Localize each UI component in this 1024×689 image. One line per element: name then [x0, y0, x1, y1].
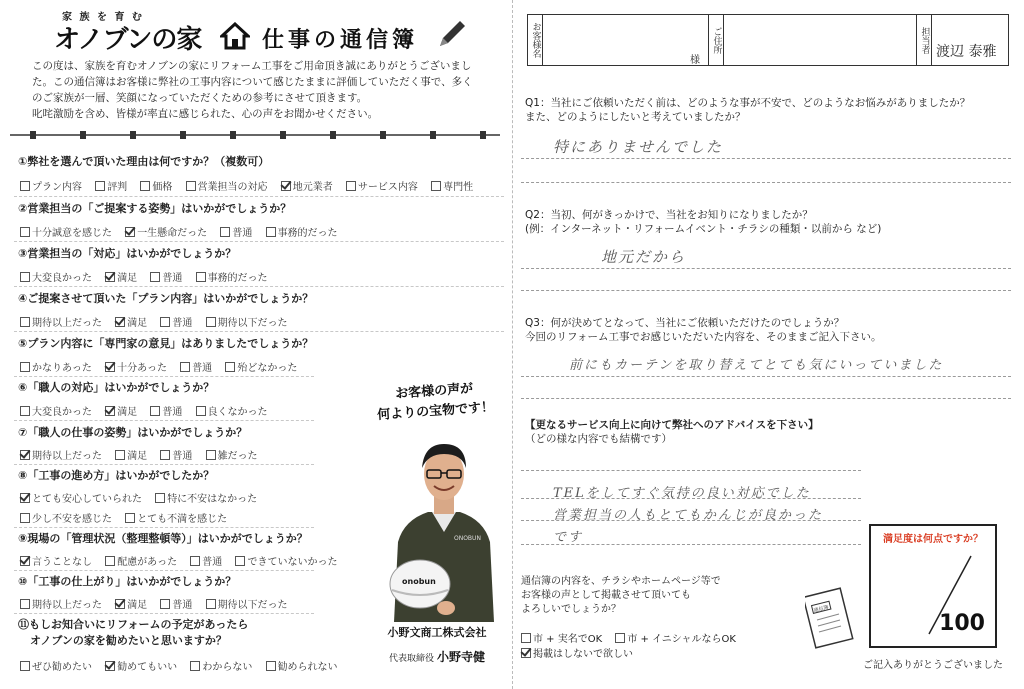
- checkbox[interactable]: [160, 599, 170, 609]
- checkbox[interactable]: [196, 272, 206, 282]
- answer-1[interactable]: 特にありませんでした: [553, 138, 724, 156]
- option[interactable]: 事務的だった: [266, 224, 338, 239]
- divider: [14, 464, 314, 465]
- speech-bubble: お客様の声が 何よりの宝物です！: [376, 381, 495, 424]
- brand-header: [54, 8, 474, 56]
- option[interactable]: 評判: [95, 178, 127, 193]
- option[interactable]: 期待以上だった: [20, 447, 102, 462]
- score-value[interactable]: 100: [939, 611, 985, 636]
- checkbox-checked[interactable]: [115, 317, 125, 327]
- checkbox-checked[interactable]: [105, 406, 115, 416]
- checkbox[interactable]: [190, 556, 200, 566]
- option[interactable]: 配慮があった: [105, 553, 177, 568]
- checkbox[interactable]: [266, 227, 276, 237]
- checkbox[interactable]: [20, 317, 30, 327]
- svg-text:onobun: onobun: [402, 577, 436, 586]
- checkbox[interactable]: [206, 599, 216, 609]
- pen-icon: [434, 18, 468, 52]
- option[interactable]: 価格: [140, 178, 172, 193]
- option[interactable]: かなりあった: [20, 359, 92, 374]
- option[interactable]: 事務的だった: [196, 269, 268, 284]
- option[interactable]: 期待以下だった: [206, 314, 288, 329]
- question-10: ⑩「工事の仕上がり」はいかがでしょうか？: [18, 575, 237, 588]
- publish-option-initials[interactable]: 市 + イニシャルならOK: [615, 632, 736, 647]
- checkbox-checked[interactable]: [125, 227, 135, 237]
- option[interactable]: 満足: [115, 314, 147, 329]
- publish-question: 通信簿の内容を、チラシやホームページ等で お客様の声として掲載させて頂いても よろしいでしょうか？: [521, 576, 721, 615]
- checkbox-checked[interactable]: [105, 272, 115, 282]
- checkbox-checked[interactable]: [521, 648, 531, 658]
- checkbox[interactable]: [105, 556, 115, 566]
- answer-4-line1[interactable]: TELをしてすぐ気持の良い対応でした: [553, 486, 811, 501]
- brand-name: オノブンの家: [54, 25, 202, 55]
- option[interactable]: 十分誠意を感じた: [20, 224, 112, 239]
- house-icon: [220, 22, 250, 50]
- president-portrait: [384, 432, 504, 622]
- right-question-1: Q1：当社にご依頼いただく前は、どのような事が不安で、どのようなお悩みがありましたか？ また、どのようにしたいと考えていましたか？: [525, 97, 971, 123]
- question-5-options: [20, 359, 307, 374]
- option[interactable]: 勧めてもいい: [105, 658, 177, 673]
- option[interactable]: とても安心していられた: [20, 490, 142, 505]
- option[interactable]: 満足: [105, 269, 137, 284]
- question-11-line2: オノブンの家を勧めたいと思いますか？: [30, 634, 227, 647]
- publish-option-realname[interactable]: 市 + 実名でOK: [521, 632, 602, 647]
- option[interactable]: 期待以上だった: [20, 314, 102, 329]
- option[interactable]: 普通: [150, 403, 182, 418]
- checkbox[interactable]: [186, 181, 196, 191]
- checkbox[interactable]: [235, 556, 245, 566]
- question-6-options: [20, 403, 278, 418]
- score-label: 満足度は何点ですか？: [883, 534, 983, 545]
- checkbox[interactable]: [20, 661, 30, 671]
- publish-options: [521, 632, 746, 662]
- divider: [14, 420, 314, 421]
- option[interactable]: 期待以下だった: [206, 596, 288, 611]
- svg-text:通信簿: 通信簿: [813, 604, 830, 615]
- publish-option-no[interactable]: 掲載はしないで欲しい: [521, 647, 633, 662]
- checkbox[interactable]: [206, 317, 216, 327]
- checkbox[interactable]: [431, 181, 441, 191]
- answer-2[interactable]: 地元だから: [601, 248, 687, 266]
- question-2: ②営業担当の「ご提案する姿勢」はいかがでしょうか？: [18, 202, 292, 215]
- question-7-options: [20, 447, 268, 462]
- question-4-options: [20, 314, 298, 329]
- customer-info-table: [527, 14, 1009, 66]
- checkbox[interactable]: [346, 181, 356, 191]
- checkbox-checked[interactable]: [20, 493, 30, 503]
- checkbox[interactable]: [20, 227, 30, 237]
- page-title: 仕事の通信簿: [262, 28, 419, 53]
- option[interactable]: 満足: [115, 447, 147, 462]
- question-6: ⑥「職人の対応」はいかがでしょうか？: [18, 381, 215, 394]
- brand-tagline: 家 族 を 育 む: [62, 12, 144, 23]
- option[interactable]: 営業担当の対応: [186, 178, 268, 193]
- question-1: ①弊社を選んで頂いた理由は何ですか？（複数可）: [18, 155, 270, 168]
- question-8-options: [20, 490, 267, 505]
- option[interactable]: ぜひ勧めたい: [20, 658, 92, 673]
- checkbox[interactable]: [266, 661, 276, 671]
- option[interactable]: 普通: [160, 596, 192, 611]
- option[interactable]: 雑だった: [206, 447, 258, 462]
- company-name: 小野文商工株式会社: [387, 626, 487, 639]
- option[interactable]: 地元業者: [281, 178, 333, 193]
- checkbox[interactable]: [180, 362, 190, 372]
- option[interactable]: 特に不安はなかった: [155, 490, 257, 505]
- option[interactable]: 殆どなかった: [225, 359, 297, 374]
- checkbox[interactable]: [615, 633, 625, 643]
- booklet-icon: [805, 584, 855, 650]
- divider: [14, 196, 504, 197]
- answer-4-line3[interactable]: です: [553, 530, 584, 545]
- question-3-options: [20, 269, 278, 284]
- option[interactable]: 普通: [160, 314, 192, 329]
- checkbox-checked[interactable]: [20, 450, 30, 460]
- option[interactable]: 普通: [180, 359, 212, 374]
- option[interactable]: 勧められない: [266, 658, 338, 673]
- question-4: ④ご提案させて頂いた「プラン内容」はいかがでしょうか？: [18, 292, 314, 305]
- question-7: ⑦「職人の仕事の姿勢」はいかがでしょうか？: [18, 426, 248, 439]
- question-8-options-row2: [20, 510, 237, 525]
- right-question-3: Q3：何が決めてとなって、当社にご依頼いただけたのでしょうか？ 今回のリフォーム工事でお感じいただいた内容を、そのままご記入下さい。: [525, 317, 882, 343]
- divider: [14, 376, 314, 377]
- checkbox[interactable]: [20, 513, 30, 523]
- option[interactable]: 満足: [105, 403, 137, 418]
- checkbox-checked[interactable]: [115, 599, 125, 609]
- checkbox-checked[interactable]: [105, 362, 115, 372]
- representative: 代表取締役 小野寺健: [389, 650, 485, 664]
- checkbox[interactable]: [125, 513, 135, 523]
- option[interactable]: 少し不安を感じた: [20, 510, 112, 525]
- decorative-divider: [10, 128, 500, 142]
- option[interactable]: わからない: [190, 658, 252, 673]
- checkbox[interactable]: [190, 661, 200, 671]
- checkbox[interactable]: [220, 227, 230, 237]
- question-8: ⑧「工事の進め方」はいかがでしたか？: [18, 469, 215, 482]
- staff-name: 渡辺 泰雅: [936, 44, 997, 60]
- checkbox-checked[interactable]: [105, 661, 115, 671]
- checkbox[interactable]: [140, 181, 150, 191]
- option[interactable]: プラン内容: [20, 178, 82, 193]
- checkbox[interactable]: [196, 406, 206, 416]
- option[interactable]: 大変良かった: [20, 269, 92, 284]
- svg-text:ONOBUN: ONOBUN: [454, 535, 481, 542]
- customer-name-label: お客様名: [528, 15, 543, 65]
- divider: [14, 527, 314, 528]
- question-2-options: [20, 224, 348, 239]
- advice-section: 【更なるサービス向上に向けて弊社へのアドバイスを下さい】 （どの様な内容でも結構です）: [525, 419, 819, 445]
- question-3: ③営業担当の「対応」はいかがでしょうか？: [18, 247, 237, 260]
- question-11: ⑪もしお知合いにリフォームの予定があったら: [18, 618, 249, 631]
- checkbox[interactable]: [95, 181, 105, 191]
- checkbox[interactable]: [521, 633, 531, 643]
- address-label: ご住所: [709, 15, 724, 65]
- option[interactable]: 専門性: [431, 178, 473, 193]
- intro-text: この度は、家族を育むオノブンの家にリフォーム工事をご用命頂き誠にありがとうございまし た。この通信簿はお客様に弊社の工事内容について感じたままに評価していただく事で、多く のご家族が一層、笑顔になっていただくための参考にさせて頂きます。 叱咤激励を含め、皆様が率直に感じられた、心の声をお聞かせください。: [32, 60, 473, 120]
- checkbox[interactable]: [20, 272, 30, 282]
- question-1-options: [20, 178, 483, 193]
- staff-label: 担当者: [917, 15, 932, 65]
- checkbox[interactable]: [20, 599, 30, 609]
- option[interactable]: 普通: [160, 447, 192, 462]
- checkbox[interactable]: [20, 181, 30, 191]
- divider: [14, 613, 314, 614]
- survey-right: [512, 0, 1024, 689]
- divider: [14, 286, 504, 287]
- question-9-options: [20, 553, 347, 568]
- checkbox[interactable]: [20, 406, 30, 416]
- answer-4-line2[interactable]: 営業担当の人もとてもかんじが良かった: [553, 508, 824, 523]
- question-11-options: [20, 658, 348, 673]
- checkbox[interactable]: [160, 317, 170, 327]
- checkbox[interactable]: [206, 450, 216, 460]
- checkbox-checked[interactable]: [281, 181, 291, 191]
- divider: [14, 331, 504, 332]
- checkbox[interactable]: [115, 450, 125, 460]
- question-5: ⑤プラン内容に「専門家の意見」はありましたでしょうか？: [18, 337, 314, 350]
- option[interactable]: 良くなかった: [196, 403, 268, 418]
- option[interactable]: 一生懸命だった: [125, 224, 207, 239]
- divider: [14, 241, 504, 242]
- question-9: ⑨現場の「管理状況（整理整頓等）」はいかがでしょうか？: [18, 532, 308, 545]
- option[interactable]: 十分あった: [105, 359, 167, 374]
- checkbox[interactable]: [155, 493, 165, 503]
- checkbox[interactable]: [150, 406, 160, 416]
- option[interactable]: 普通: [150, 269, 182, 284]
- checkbox[interactable]: [20, 362, 30, 372]
- checkbox-checked[interactable]: [20, 556, 30, 566]
- thanks-text: ご記入ありがとうございました: [863, 660, 1003, 671]
- option[interactable]: 期待以上だった: [20, 596, 102, 611]
- answer-3[interactable]: 前にもカーテンを取り替えてとても気にいっていました: [569, 358, 944, 373]
- option[interactable]: 満足: [115, 596, 147, 611]
- checkbox[interactable]: [225, 362, 235, 372]
- option[interactable]: できていないかった: [235, 553, 337, 568]
- option[interactable]: 普通: [190, 553, 222, 568]
- divider: [14, 570, 314, 571]
- sama-suffix: 様: [690, 55, 700, 66]
- option[interactable]: 大変良かった: [20, 403, 92, 418]
- checkbox[interactable]: [160, 450, 170, 460]
- option[interactable]: 言うことなし: [20, 553, 92, 568]
- option[interactable]: サービス内容: [346, 178, 418, 193]
- checkbox[interactable]: [150, 272, 160, 282]
- satisfaction-score-box: [869, 524, 997, 648]
- option[interactable]: 普通: [220, 224, 252, 239]
- option[interactable]: とても不満を感じた: [125, 510, 227, 525]
- right-question-2: Q2：当初、何がきっかけで、当社をお知りになりましたか？ (例：インターネット・リフォームイベント・チラシの種類・以前から など): [525, 209, 882, 235]
- question-10-options: [20, 596, 298, 611]
